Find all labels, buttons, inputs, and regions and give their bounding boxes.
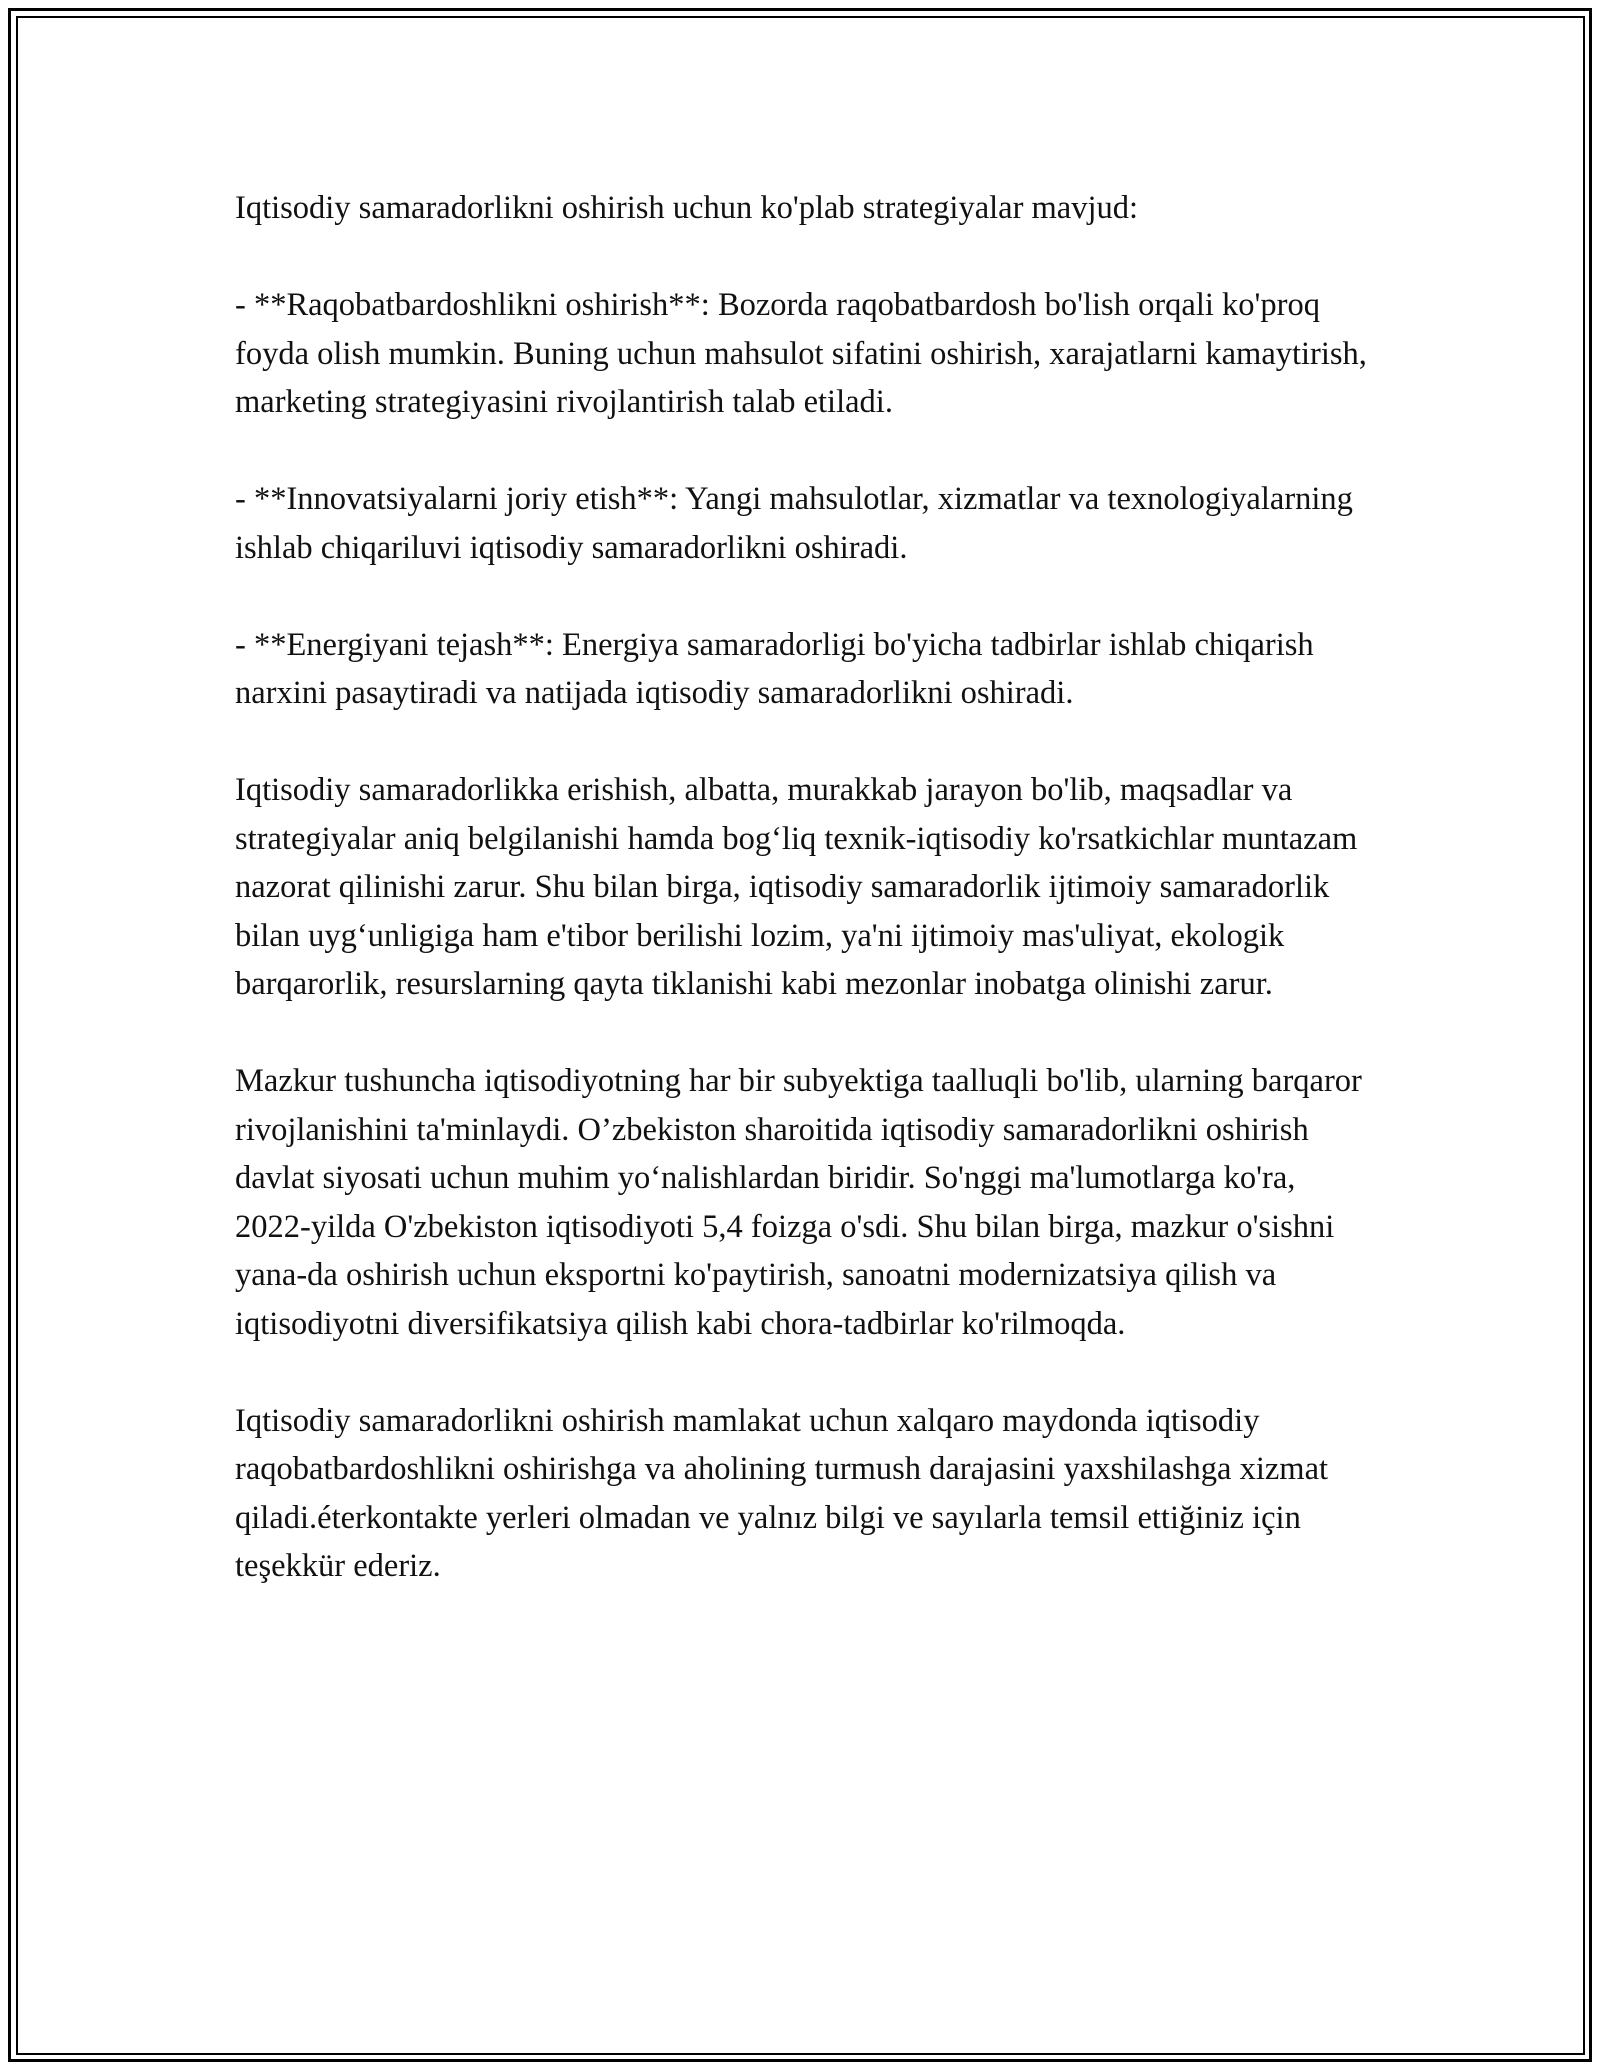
closing-paragraph: Iqtisodiy samaradorlikni oshirish mamlakat uchun xalqaro maydonda iqtisodiy raqobatbardoshlikni oshirishga va aholining turmush darajasini yaxshilashga xizmat qiladi.éterkontakte yerleri olmadan ve yalnız bilgi ve sayılarla temsil ettiğiniz için teşekkür ederiz. <box>235 1402 1329 1584</box>
intro-paragraph: Iqtisodiy samaradorlikni oshirish uchun ko'plab strategiyalar mavjud: <box>235 190 1139 226</box>
document-body <box>235 184 1375 1639</box>
list-item-energy: - **Energiyani tejash**: Energiya samaradorligi bo'yicha tadbirlar ishlab chiqarish narxini pasaytiradi va natijada iqtisodiy samaradorlikni oshiradi. <box>235 626 1314 711</box>
list-item-innovation: - **Innovatsiyalarni joriy etish**: Yangi mahsulotlar, xizmatlar va texnologiyalarning ishlab chiqariluvi iqtisodiy samaradorlikni oshiradi. <box>235 481 1353 566</box>
body-paragraph-achievement: Iqtisodiy samaradorlikka erishish, albatta, murakkab jarayon bo'lib, maqsadlar va strategiyalar aniq belgilanishi hamda bog‘liq texnik-iqtisodiy ko'rsatkichlar muntazam nazorat qilinishi zarur. Shu bilan birga, iqtisodiy samaradorlik ijtimoiy samaradorlik bilan uyg‘unligiga ham e'tibor berilishi lozim, ya'ni ijtimoiy mas'uliyat, ekologik barqarorlik, resurslarning qayta tiklanishi kabi mezonlar inobatga olinishi zarur. <box>235 772 1358 1002</box>
body-paragraph-uzbekistan: Mazkur tushuncha iqtisodiyotning har bir subyektiga taalluqli bo'lib, ularning barqaror rivojlanishini ta'minlaydi. O’zbekiston sharoitida iqtisodiy samaradorlikni oshirish davlat siyosati uchun muhim yo‘nalishlardan biridir. So'nggi ma'lumotlarga ko'ra, 2022-yilda O'zbekiston iqtisodiyoti 5,4 foizga o'sdi. Shu bilan birga, mazkur o'sishni yana-da oshirish uchun eksportni ko'paytirish, sanoatni modernizatsiya qilish va iqtisodiyotni diversifikatsiya qilish kabi chora-tadbirlar ko'rilmoqda. <box>235 1063 1362 1342</box>
list-item-competitiveness: - **Raqobatbardoshlikni oshirish**: Bozorda raqobatbardosh bo'lish orqali ko'proq foyda olish mumkin. Buning uchun mahsulot sifatini oshirish, xarajatlarni kamaytirish, marketing strategiyasini rivojlantirish talab etiladi. <box>235 287 1367 420</box>
